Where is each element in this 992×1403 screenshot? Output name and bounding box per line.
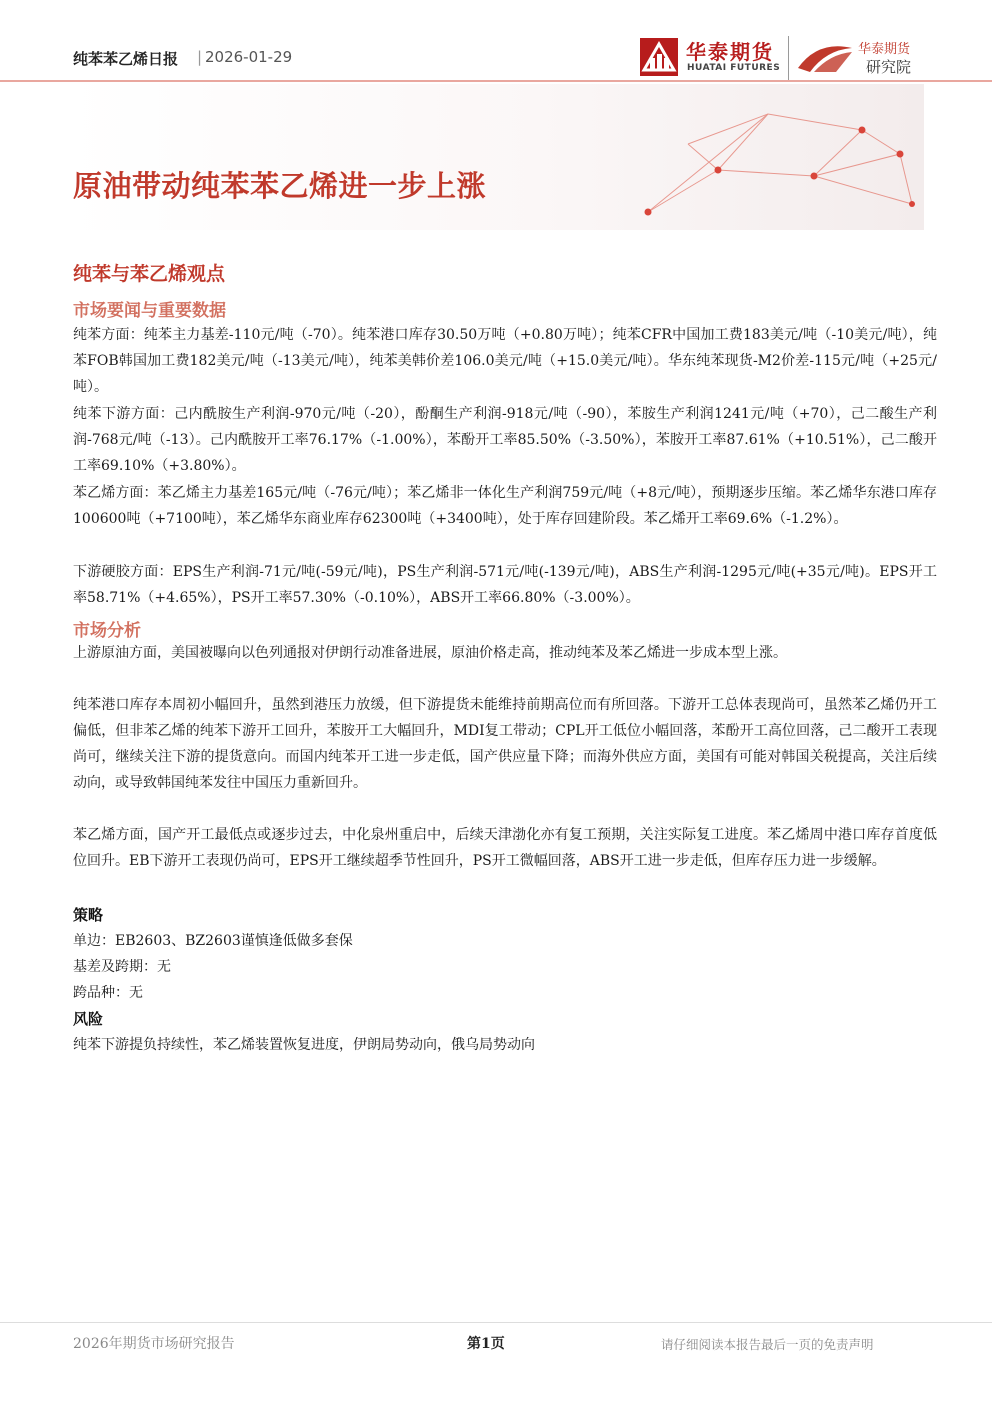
section-title: 纯苯与苯乙烯观点 (73, 263, 226, 285)
page-number: 第1页 (467, 1336, 505, 1352)
header-rule (0, 80, 992, 82)
network-decoration-icon (68, 84, 924, 230)
market-news-heading: 市场要闻与重要数据 (73, 301, 226, 321)
institute-logo-icon (796, 38, 854, 76)
market-news-paragraph: 纯苯方面：纯苯主力基差-110元/吨（-70）。纯苯港口库存30.50万吨（+0.80万吨）；纯苯CFR中国加工费183美元/吨（-10美元/吨），纯苯FOB韩国加工费182美元/吨（-13美元/吨），纯苯美韩价差106.0美元/吨（+15.0美元/吨）。华东纯苯现货-M2价差-115元/吨（+25元/吨）。 (73, 327, 937, 395)
logo-chinese-name: 华泰期货 (686, 40, 774, 64)
market-news-paragraph: 苯乙烯方面：苯乙烯主力基差165元/吨（-76元/吨）；苯乙烯非一体化生产利润759元/吨（+8元/吨），预期逐步压缩。苯乙烯华东港口库存100600吨（+7100吨），苯乙烯华东商业库存62300吨（+3400吨），处于库存回建阶段。苯乙烯开工率69.6%（-1.2%）。 (73, 485, 937, 527)
analysis-paragraph: 上游原油方面，美国被曝向以色列通报对伊朗行动准备进展，原油价格走高，推动纯苯及苯乙烯进一步成本型上涨。 (73, 645, 787, 661)
analysis-heading: 市场分析 (73, 621, 141, 641)
strategy-item: 基差及跨期：无 (73, 959, 171, 975)
institute-name-bottom: 研究院 (866, 58, 912, 76)
title-banner (68, 84, 924, 230)
disclaimer-note: 请仔细阅读本报告最后一页的免责声明 (661, 1337, 874, 1352)
page-title: 原油带动纯苯苯乙烯进一步上涨 (73, 169, 487, 203)
analysis-paragraph: 苯乙烯方面，国产开工最低点或逐步过去，中化泉州重启中，后续天津渤化亦有复工预期，关注实际复工进度。苯乙烯周中港口库存首度低位回升。EB下游开工表现仍尚可，EPS开工继续超季节性回升，PS开工微幅回落，ABS开工进一步走低，但库存压力进一步缓解。 (73, 827, 937, 869)
strategy-heading: 策略 (73, 906, 104, 924)
footer-report-series: 2026年期货市场研究报告 (73, 1336, 235, 1352)
market-news-paragraph: 下游硬胶方面：EPS生产利润-71元/吨(-59元/吨)，PS生产利润-571元/吨(-139元/吨)，ABS生产利润-1295元/吨(+35元/吨)。EPS开工率58.71%（+4.65%），PS开工率57.30%（-0.10%），ABS开工率66.80%（-3.00%）。 (73, 564, 937, 606)
report-name: 纯苯苯乙烯日报 (73, 50, 179, 68)
report-date: 2026-01-29 (205, 48, 293, 66)
logo-english-name: HUATAI FUTURES (687, 63, 781, 73)
institute-name-top: 华泰期货 (858, 42, 911, 57)
header-separator: | (197, 48, 203, 66)
risk-text: 纯苯下游提负持续性，苯乙烯装置恢复进度，伊朗局势动向，俄乌局势动向 (73, 1037, 535, 1053)
logo-divider (788, 36, 789, 80)
footer-rule (0, 1322, 992, 1323)
analysis-paragraph: 纯苯港口库存本周初小幅回升，虽然到港压力放缓，但下游提货未能维持前期高位而有所回落。下游开工总体表现尚可，虽然苯乙烯仍开工偏低，但非苯乙烯的纯苯下游开工回升，苯胺开工大幅回升，MDI复工带动；CPL开工低位小幅回落，苯酚开工高位回落，己二酸开工表现尚可，继续关注下游的提货意向。而国内纯苯开工进一步走低，国产供应量下降；而海外供应方面，美国有可能对韩国关税提高，关注后续动向，或导致韩国纯苯发往中国压力重新回升。 (73, 697, 937, 791)
strategy-item: 单边：EB2603、BZ2603谨慎逢低做多套保 (73, 933, 353, 949)
huatai-logo-icon (640, 38, 678, 76)
strategy-item: 跨品种：无 (73, 985, 143, 1001)
risk-heading: 风险 (73, 1010, 104, 1028)
market-news-paragraph: 纯苯下游方面：己内酰胺生产利润-970元/吨（-20），酚酮生产利润-918元/吨（-90），苯胺生产利润1241元/吨（+70），己二酸生产利润-768元/吨（-13）。己内酰胺开工率76.17%（-1.00%），苯酚开工率85.50%（-3.50%），苯胺开工率87.61%（+10.51%），己二酸开工率69.10%（+3.80%）。 (73, 406, 937, 474)
